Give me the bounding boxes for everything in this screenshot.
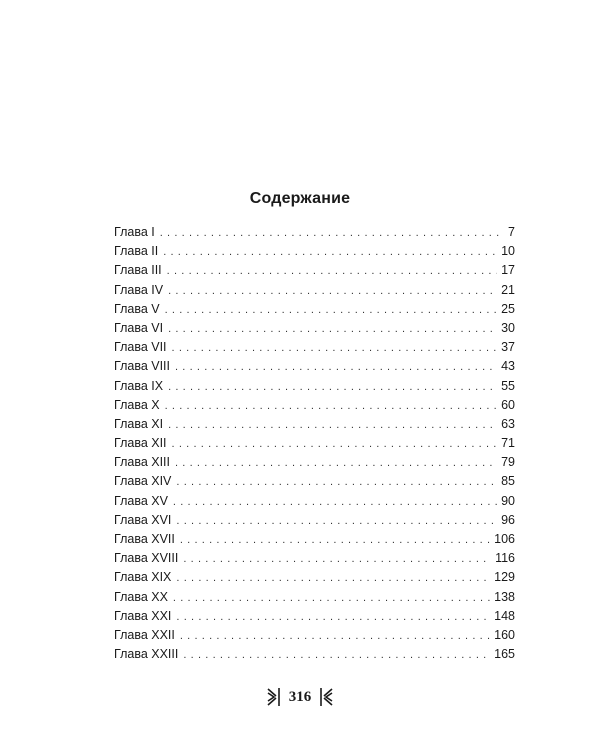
toc-entry-label: Глава X [114,397,160,412]
toc-entry[interactable] [114,453,515,472]
toc-entry-page: 21 [501,282,515,297]
toc-entry-page: 148 [494,608,515,623]
toc-entry-label: Глава V [114,301,160,316]
toc-entry-page: 25 [501,301,515,316]
toc-entry[interactable] [114,338,515,357]
toc-entry[interactable] [114,588,515,607]
table-of-contents [114,223,515,664]
toc-entry-page: 116 [495,551,515,566]
toc-entry[interactable] [114,434,515,453]
dot-leader [168,282,497,301]
dot-leader [173,493,497,512]
toc-entry[interactable] [114,242,515,261]
dot-leader [176,512,497,531]
toc-entry[interactable] [114,281,515,300]
toc-entry-label: Глава XI [114,416,164,431]
toc-entry[interactable] [114,511,515,530]
toc-entry-label: Глава VI [114,320,164,335]
toc-entry-page: 63 [501,416,515,431]
dot-leader [168,320,497,339]
toc-entry-page: 7 [508,225,515,239]
toc-entry[interactable] [114,568,515,587]
toc-entry[interactable] [114,549,515,568]
toc-entry[interactable] [114,357,515,376]
page-number: 316 [288,688,312,705]
toc-entry-label: Глава XIII [114,455,170,470]
toc-entry[interactable] [114,626,515,645]
toc-entry[interactable] [114,396,515,415]
toc-entry-label: Глава XX [114,589,168,604]
toc-entry[interactable] [114,492,515,511]
toc-entry-page: 17 [501,263,515,278]
toc-entry-label: Глава XII [114,436,167,451]
toc-entry-label: Глава XV [114,493,168,508]
toc-entry-page: 60 [501,397,515,412]
dot-leader [160,224,504,243]
arrows-pointing-inward-left-icon [267,687,281,707]
toc-entry-page: 96 [501,512,515,527]
toc-entry-page: 79 [501,455,515,470]
toc-entry-label: Глава XXI [114,608,172,623]
dot-leader [176,608,490,627]
toc-entry-label: Глава XVI [114,512,172,527]
dot-leader [167,262,497,281]
toc-entry-label: Глава XIV [114,474,172,489]
toc-entry[interactable] [114,261,515,280]
dot-leader [172,435,498,454]
toc-entry-label: Глава XXIII [114,647,179,662]
toc-entry-label: Глава XVIII [114,551,179,566]
page-footer [0,687,600,707]
dot-leader [175,358,497,377]
toc-entry[interactable] [114,472,515,491]
toc-title: Содержание [249,190,351,207]
dot-leader [176,569,490,588]
toc-entry-page: 10 [501,244,515,259]
toc-entry-label: Глава IX [114,378,164,393]
toc-entry[interactable] [114,645,515,664]
toc-entry-label: Глава III [114,263,162,278]
toc-entry-label: Глава II [114,244,159,259]
toc-entry-page: 138 [494,589,515,604]
arrows-pointing-inward-right-icon [319,687,333,707]
dot-leader [176,473,497,492]
toc-entry-page: 129 [494,570,515,585]
toc-entry-page: 71 [501,436,515,451]
dot-leader [168,378,497,397]
toc-entry-page: 160 [494,627,515,642]
toc-entry-page: 90 [501,493,515,508]
toc-entry[interactable] [114,607,515,626]
dot-leader [180,627,490,646]
toc-entry-label: Глава IV [114,282,164,297]
toc-entry-label: Глава VII [114,340,167,355]
dot-leader [165,301,498,320]
toc-entry[interactable] [114,415,515,434]
dot-leader [172,339,498,358]
toc-entry-page: 85 [501,474,515,489]
dot-leader [165,397,498,416]
toc-entry-page: 165 [494,647,515,662]
toc-entry[interactable] [114,319,515,338]
dot-leader [183,550,491,569]
dot-leader [180,531,490,550]
toc-entry-label: Глава XIX [114,570,172,585]
toc-entry[interactable] [114,377,515,396]
dot-leader [183,646,490,665]
dot-leader [168,416,497,435]
toc-entry-label: Глава VIII [114,359,170,374]
toc-entry-label: Глава XXII [114,627,175,642]
toc-entry-page: 37 [501,340,515,355]
dot-leader [163,243,497,262]
dot-leader [173,589,490,608]
toc-entry-page: 30 [501,320,515,335]
toc-entry-page: 55 [501,378,515,393]
toc-entry[interactable] [114,300,515,319]
toc-entry-label: Глава I [114,225,155,239]
toc-entry-page: 43 [501,359,515,374]
toc-entry[interactable] [114,223,515,242]
toc-entry-page: 106 [494,532,515,546]
dot-leader [175,454,497,473]
toc-entry-label: Глава XVII [114,532,175,546]
toc-entry[interactable] [114,530,515,549]
